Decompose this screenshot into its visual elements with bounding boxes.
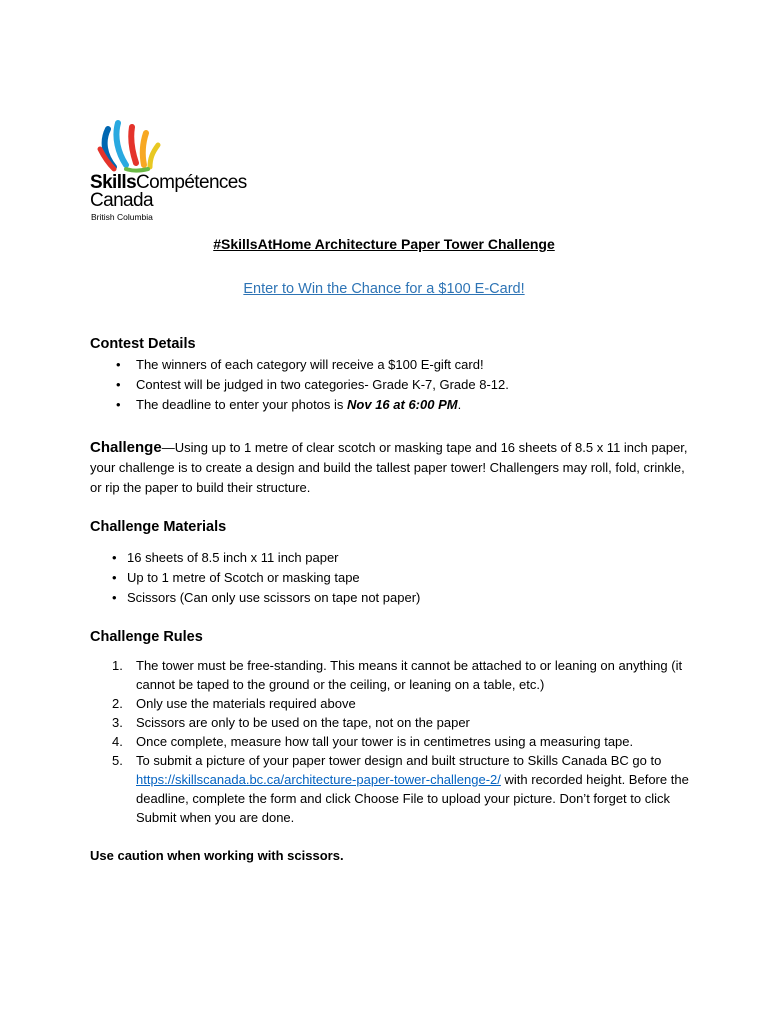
logo-wordmark: SkillsCompétences <box>90 172 247 193</box>
list-item: 5. To submit a picture of your paper tower design and built structure to Skills Canada BC go to https://skillscanada.bc.ca/architecture-paper-tower-challenge-2/ with recorded height. Before the deadline, complete the form and click Choose File to upload your picture. Don’t forget to click Submit when you are done. <box>112 753 689 825</box>
logo-region-text: British Columbia <box>91 212 153 222</box>
challenge-lead: Challenge <box>90 439 162 456</box>
list-item: • 16 sheets of 8.5 inch x 11 inch paper <box>0 548 420 568</box>
subtitle-link[interactable]: Enter to Win the Chance for a $100 E-Card! <box>243 281 525 297</box>
list-item: • The winners of each category will receive a $100 E-gift card! <box>0 355 509 375</box>
list-item: • Up to 1 metre of Scotch or masking tape <box>0 568 420 588</box>
rules-list <box>0 656 700 827</box>
list-item: • The deadline to enter your photos is Nov 16 at 6:00 PM. <box>0 395 509 415</box>
caution-note: Use caution when working with scissors. <box>90 848 344 863</box>
list-item: 2. Only use the materials required above <box>112 696 356 711</box>
materials-list <box>0 548 420 608</box>
contest-details-list <box>0 355 509 415</box>
skills-canada-logo <box>86 115 246 225</box>
logo-hands-icon <box>92 119 172 179</box>
challenge-paragraph: Challenge—Using up to 1 metre of clear scotch or masking tape and 16 sheets of 8.5 x 11 inch paper, your challenge is to create a design and build the tallest paper tower! Challengers may roll, fold, crinkle, or rip the paper to build their structure. <box>90 439 688 495</box>
deadline-value: Nov 16 at 6:00 PM <box>347 397 458 412</box>
list-item: 1. The tower must be free-standing. This means it cannot be attached to or leaning on anything (it cannot be taped to the ground or the ceiling, or leaning on a table, etc.) <box>112 658 683 692</box>
submission-link[interactable]: https://skillscanada.bc.ca/architecture-paper-tower-challenge-2/ <box>136 772 501 787</box>
list-item: • Contest will be judged in two categories- Grade K-7, Grade 8-12. <box>0 375 509 395</box>
list-item: • Scissors (Can only use scissors on tape not paper) <box>0 588 420 608</box>
contest-details-heading: Contest Details <box>90 336 196 352</box>
page-title: #SkillsAtHome Architecture Paper Tower Challenge <box>213 236 555 252</box>
list-item: 3. Scissors are only to be used on the tape, not on the paper <box>112 715 470 730</box>
list-item: 4. Once complete, measure how tall your tower is in centimetres using a measuring tape. <box>112 734 634 749</box>
challenge-materials-heading: Challenge Materials <box>90 519 227 535</box>
logo-canada-text: Canada <box>90 190 153 211</box>
challenge-rules-heading: Challenge Rules <box>90 629 203 645</box>
